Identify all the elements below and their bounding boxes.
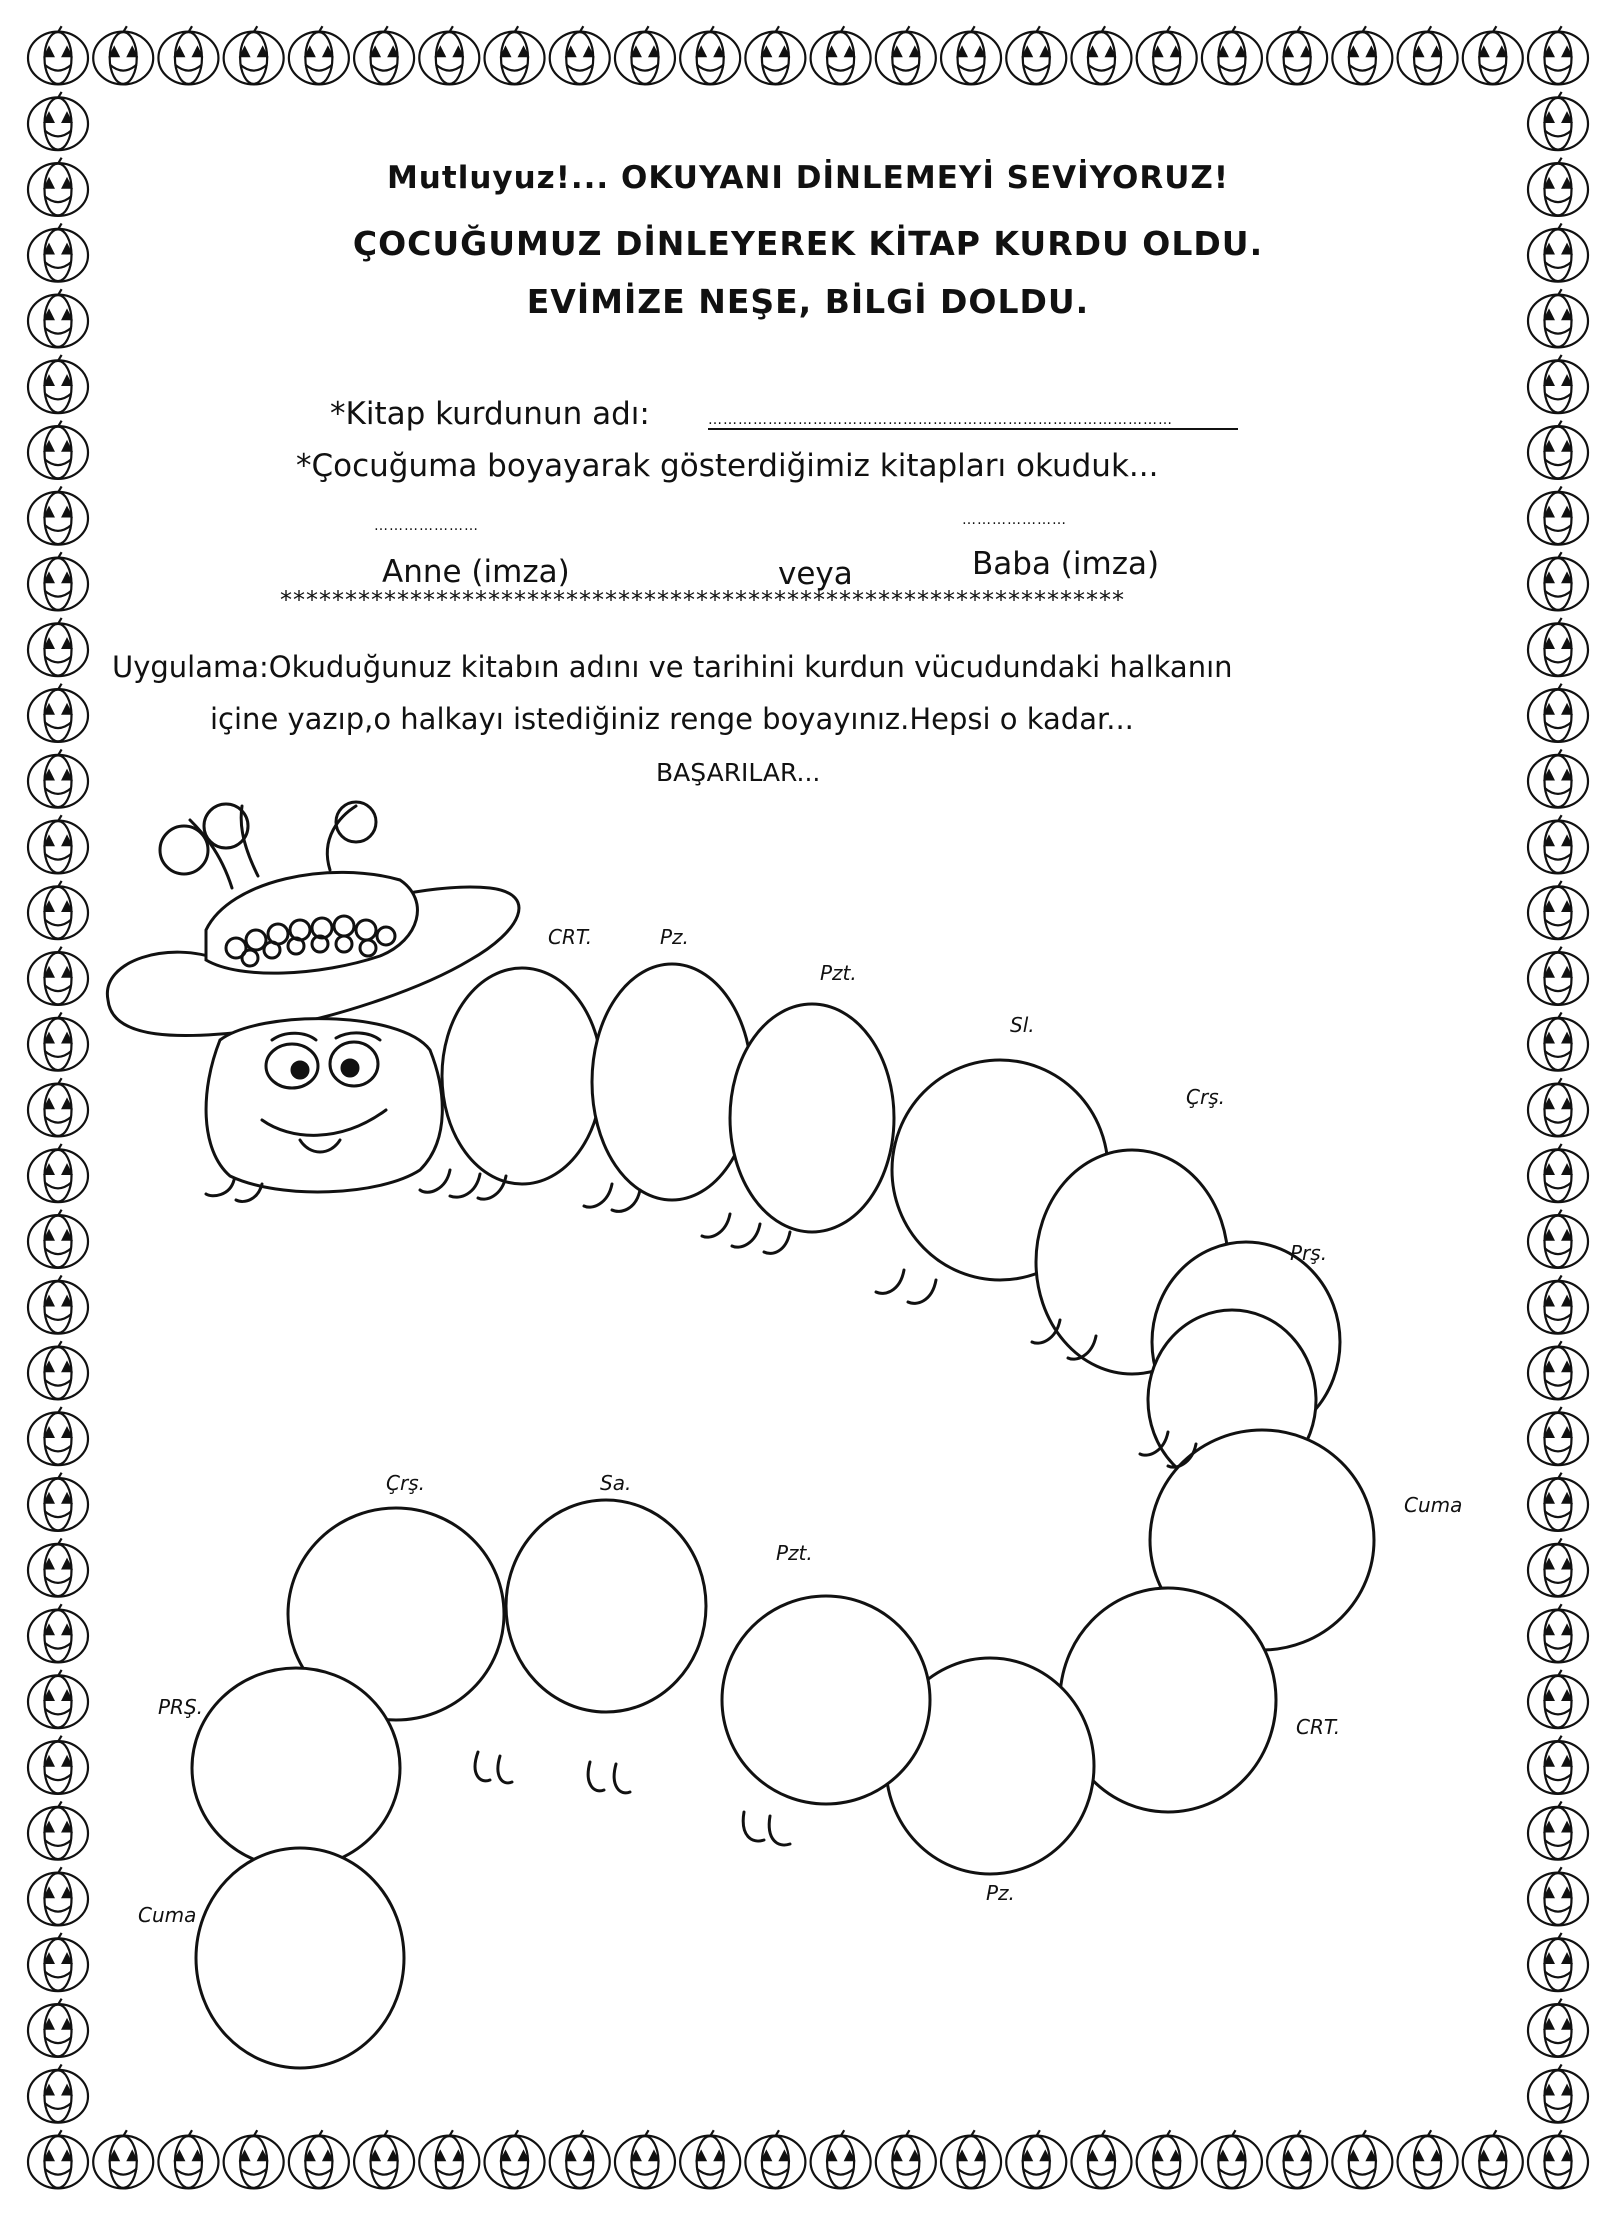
worm-head — [206, 1019, 442, 1192]
instructions-line-2: içine yazıp,o halkayı istediğiniz renge boyayınız.Hepsi o kadar... — [210, 702, 1134, 736]
segment-day-label: CRT. — [1296, 1715, 1341, 1739]
segment-day-label: Prş. — [1290, 1241, 1328, 1265]
worm-segment[interactable] — [722, 1596, 930, 1804]
segment-day-label: Sa. — [600, 1471, 632, 1495]
segment-day-label: Pzt. — [776, 1541, 813, 1565]
star-divider: ***************************************************************** — [280, 586, 1125, 614]
segment-day-label: Cuma — [1404, 1493, 1463, 1517]
mother-signature-label: Anne (imza) — [382, 554, 570, 590]
left-antenna-ball-icon — [160, 826, 208, 874]
worm-segment[interactable] — [730, 1004, 894, 1232]
or-word: veya — [778, 556, 853, 592]
segment-day-label: Sl. — [1010, 1013, 1035, 1037]
father-signature-label: Baba (imza) — [972, 546, 1160, 582]
instructions-line-1: Uygulama:Okuduğunuz kitabın adını ve tarihini kurdun vücudundaki halkanın — [112, 650, 1233, 684]
segment-day-label: Cuma — [138, 1903, 197, 1927]
segment-day-label: Çrş. — [1186, 1085, 1225, 1109]
segment-day-label: CRT. — [548, 925, 593, 949]
father-signature-line[interactable]: ………………… — [962, 512, 1067, 528]
worm-segment[interactable] — [506, 1500, 706, 1712]
heading-line-2: ÇOCUĞUMUZ DİNLEYEREK KİTAP KURDU OLDU. — [352, 224, 1264, 263]
segment-day-label: PRŞ. — [158, 1695, 204, 1719]
worm-name-field[interactable]: ………………………………………………………………………………… — [708, 412, 1238, 430]
segment-day-label: Pzt. — [820, 961, 857, 985]
segment-day-label: Çrş. — [386, 1471, 425, 1495]
instructions-line-3: BAŞARILAR... — [656, 758, 821, 787]
worm-segment[interactable] — [592, 964, 752, 1200]
worm-name-label: *Kitap kurdunun adı: — [330, 396, 650, 432]
worm-segment[interactable] — [442, 968, 602, 1184]
reading-statement: *Çocuğuma boyayarak gösterdiğimiz kitapları okuduk... — [296, 448, 1159, 484]
segment-day-label: Pz. — [660, 925, 689, 949]
mother-signature-line[interactable]: ………………… — [374, 518, 479, 534]
worm-segment[interactable] — [192, 1668, 400, 1868]
heading-line-3: EVİMİZE NEŞE, BİLGİ DOLDU. — [526, 282, 1090, 321]
segment-day-label: Pz. — [986, 1881, 1015, 1905]
worm-segment[interactable] — [196, 1848, 404, 2068]
heading-line-1: Mutluyuz!... OKUYANI DİNLEMEYİ SEVİYORUZ! — [386, 160, 1230, 196]
